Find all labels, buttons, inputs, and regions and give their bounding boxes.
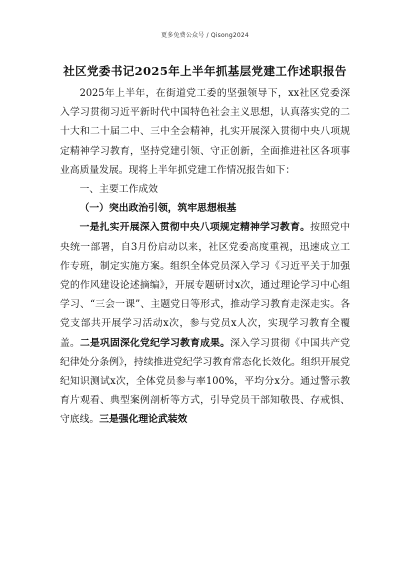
header-watermark: 更多免费公众号 / Qisong2024 <box>161 32 249 39</box>
paragraph-lead-3: 三是强化理论武装效 <box>99 414 188 426</box>
intro-paragraph: 2025年上半年，在街道党工委的坚强领导下，xx社区党委深入学习贯彻习近平新时代中国特色社会主义思想，认真落实党的二十大和二十届二中、三中全会精神，扎实开展深入贯彻中央八项规定精神学习教育，坚持党建引领、守正创新，全面推进社区各项事业高质量发展。现将上半年抓党建工作情况报告如下： <box>60 88 350 176</box>
body-paragraph <box>60 218 350 429</box>
paragraph-lead-2: 二是巩固深化党纪学习教育成果。 <box>80 337 231 349</box>
paragraph-lead-1: 一是扎实开展深入贯彻中央八项规定精神学习教育。 <box>79 222 311 234</box>
paragraph-text-2: 深入学习贯彻《中国共产党纪律处分条例》，持续推进党纪学习教育常态化长效化。组织开展党纪知识测试x次，全体党员参与率100%，平均分x分。通过警示教育片观看、典型案例剖析等方式，引导党员干部知敬畏、存戒惧、守底线。 <box>60 337 351 426</box>
document-body <box>60 84 350 430</box>
section-heading: 一、主要工作成效 <box>79 184 158 196</box>
subsection-heading: （一）突出政治引领，筑牢思想根基 <box>79 203 237 215</box>
document-title: 社区党委书记2025年上半年抓基层党建工作述职报告 <box>63 64 347 78</box>
paragraph-text-1: 按照党中央统一部署，自3月份启动以来，社区党委高度重视，迅速成立工作专班，制定实施方案。组织全体党员深入学习《习近平关于加强党的作风建设论述摘编》，开展专题研讨x次，通过理论学习中心组学习、“三会一课”、主题党日等形式，推动学习教育走深走实。各党支部共开展学习活动x次，参与党员x人次，实现学习教育全覆盖。 <box>60 222 351 349</box>
